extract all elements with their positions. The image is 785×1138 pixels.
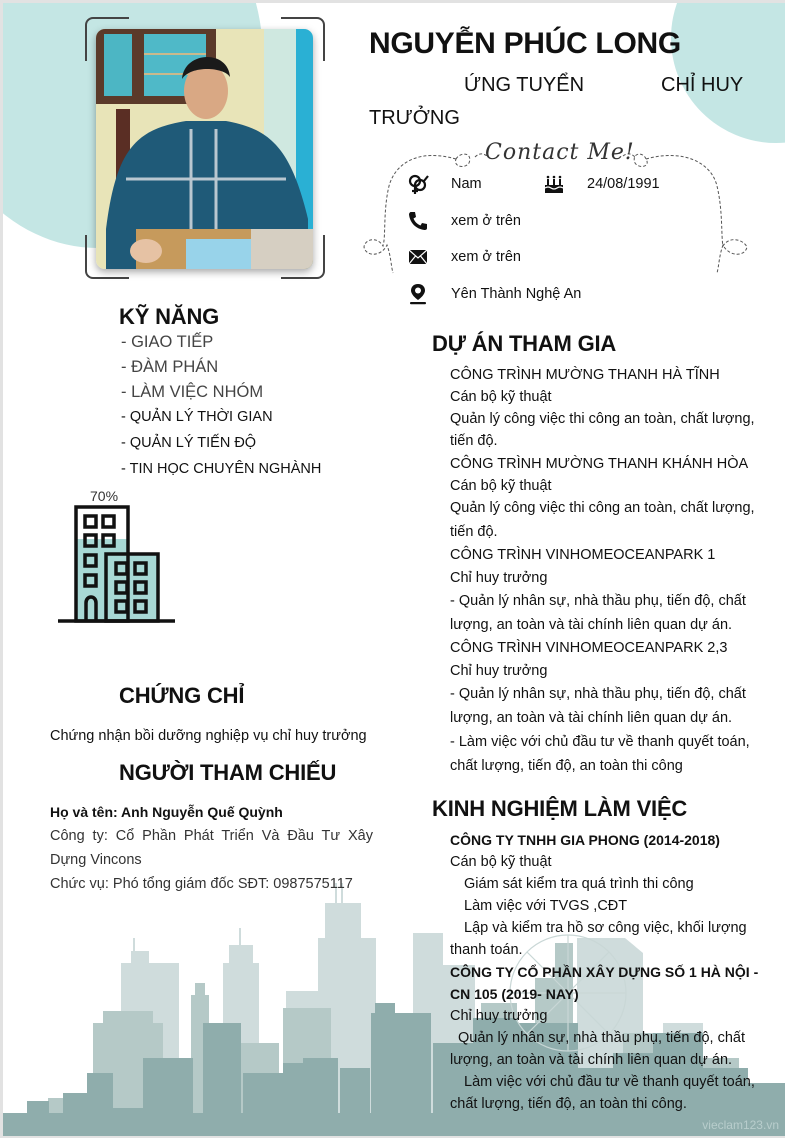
skill-item: - QUẢN LÝ THỜI GIAN (121, 409, 273, 425)
project-title: CÔNG TRÌNH VINHOMEOCEANPARK 2,3 (450, 640, 728, 656)
address-value: Yên Thành Nghệ An (451, 286, 582, 302)
experience-heading: KINH NGHIỆM LÀM VIỆC (432, 796, 688, 821)
contact-email-row (407, 246, 707, 270)
birthday-cake-icon (543, 173, 565, 195)
skill-item: - TIN HỌC CHUYÊN NGHÀNH (121, 461, 322, 477)
birthday-value: 24/08/1991 (587, 176, 660, 192)
envelope-icon (407, 246, 429, 268)
building-level-icon (55, 503, 179, 625)
phone-value: xem ở trên (451, 213, 521, 229)
certificates-heading: CHỨNG CHỈ (119, 683, 245, 708)
project-desc: - Quản lý nhân sự, nhà thầu phụ, tiến độ, chất (450, 686, 746, 702)
project-title: CÔNG TRÌNH MƯỜNG THANH HÀ TĨNH (450, 367, 720, 383)
skill-level-percent: 70% (90, 488, 119, 504)
project-role: Chỉ huy trưởng (450, 663, 548, 679)
contact-title: Contact Me! (485, 140, 635, 165)
watermark: vieclam123.vn (702, 1118, 779, 1132)
job-role: Chỉ huy trưởng (450, 1008, 548, 1024)
project-title: CÔNG TRÌNH MƯỜNG THANH KHÁNH HÒA (450, 456, 749, 472)
certificate-item: Chứng nhận bồi dưỡng nghiệp vụ chỉ huy trưởng (50, 728, 367, 744)
profile-photo-frame (85, 17, 325, 279)
projects-heading: DỰ ÁN THAM GIA (432, 331, 617, 356)
project-desc: Quản lý công việc thi công an toàn, chất lượng, (450, 500, 755, 516)
subtitle-word: CHỈ HUY (661, 74, 744, 96)
skills-list (121, 331, 321, 484)
gender-value: Nam (451, 176, 482, 192)
job-role: Cán bộ kỹ thuật (450, 854, 552, 870)
reference-company: Công ty: Cổ Phần Phát Triển Và Đầu Tư Xây (50, 828, 373, 844)
contact-birthday-row (543, 173, 703, 197)
job-duty: lượng, an toàn và tài chính liên quan dự án. (450, 1052, 733, 1068)
project-desc: - Quản lý nhân sự, nhà thầu phụ, tiến độ, chất (450, 593, 746, 609)
phone-icon (407, 210, 429, 232)
skills-heading: KỸ NĂNG (119, 304, 220, 329)
contact-phone-row (407, 210, 707, 234)
reference-company-cont: Dựng Vincons (50, 852, 142, 868)
skill-item: - QUẢN LÝ TIẾN ĐỘ (121, 435, 257, 451)
experience-list (450, 829, 762, 1115)
job-duty: Quản lý nhân sự, nhà thầu phụ, tiến độ, chất (458, 1030, 746, 1046)
contact-address-row (407, 283, 707, 307)
company-name: CÔNG TY TNHH GIA PHONG (2014-2018) (450, 832, 720, 848)
skill-item: - LÀM VIỆC NHÓM (121, 383, 264, 401)
candidate-name: NGUYỄN PHÚC LONG (369, 27, 681, 60)
job-duty: Làm việc với TVGS ,CĐT (464, 898, 628, 914)
project-role: Chỉ huy trưởng (450, 570, 548, 586)
job-duty: Làm việc với chủ đầu tư về thanh quyết toán, (464, 1074, 755, 1090)
project-desc: - Làm việc với chủ đầu tư về thanh quyết toán, (450, 734, 750, 750)
company-name: CN 105 (2019- NAY) (450, 986, 579, 1002)
job-duty: chất lượng, tiến độ, an toàn thi công. (450, 1096, 687, 1112)
project-desc: tiến độ. (450, 524, 498, 540)
project-desc: Quản lý công việc thi công an toàn, chất lượng, (450, 411, 755, 427)
project-desc: tiến độ. (450, 433, 498, 449)
project-desc: lượng, an toàn và tài chính liên quan dự án. (450, 617, 733, 633)
reference-position: Chức vụ: Phó tổng giám đốc SĐT: 0987575117 (50, 876, 353, 892)
location-pin-icon (407, 283, 429, 305)
subtitle-word: ỨNG TUYỂN (464, 74, 585, 96)
profile-photo (96, 29, 313, 269)
project-role: Cán bộ kỹ thuật (450, 478, 552, 494)
job-duty: Lập và kiểm tra hồ sơ công việc, khối lượng (464, 920, 747, 936)
project-desc: lượng, an toàn và tài chính liên quan dự án. (450, 710, 733, 726)
skill-item: - GIAO TIẾP (121, 333, 214, 351)
gender-icon (407, 173, 429, 195)
job-duty: thanh toán. (450, 942, 523, 958)
skill-item: - ĐÀM PHÁN (121, 358, 219, 376)
references-heading: NGƯỜI THAM CHIẾU (119, 760, 337, 785)
job-duty: Giám sát kiểm tra quá trình thi công (464, 876, 694, 892)
subtitle-word: TRƯỞNG (369, 107, 460, 129)
projects-list (450, 364, 762, 779)
project-title: CÔNG TRÌNH VINHOMEOCEANPARK 1 (450, 547, 716, 563)
email-value: xem ở trên (451, 249, 521, 265)
project-role: Cán bộ kỹ thuật (450, 389, 552, 405)
resume-page (3, 3, 785, 1136)
project-desc: chất lượng, tiến độ, an toàn thi công (450, 758, 683, 774)
company-name: CÔNG TY CỔ PHẦN XÂY DỰNG SỐ 1 HÀ NỘI - (450, 964, 759, 980)
reference-block (50, 800, 373, 896)
reference-name: Họ và tên: Anh Nguyễn Quế Quỳnh (50, 804, 283, 820)
